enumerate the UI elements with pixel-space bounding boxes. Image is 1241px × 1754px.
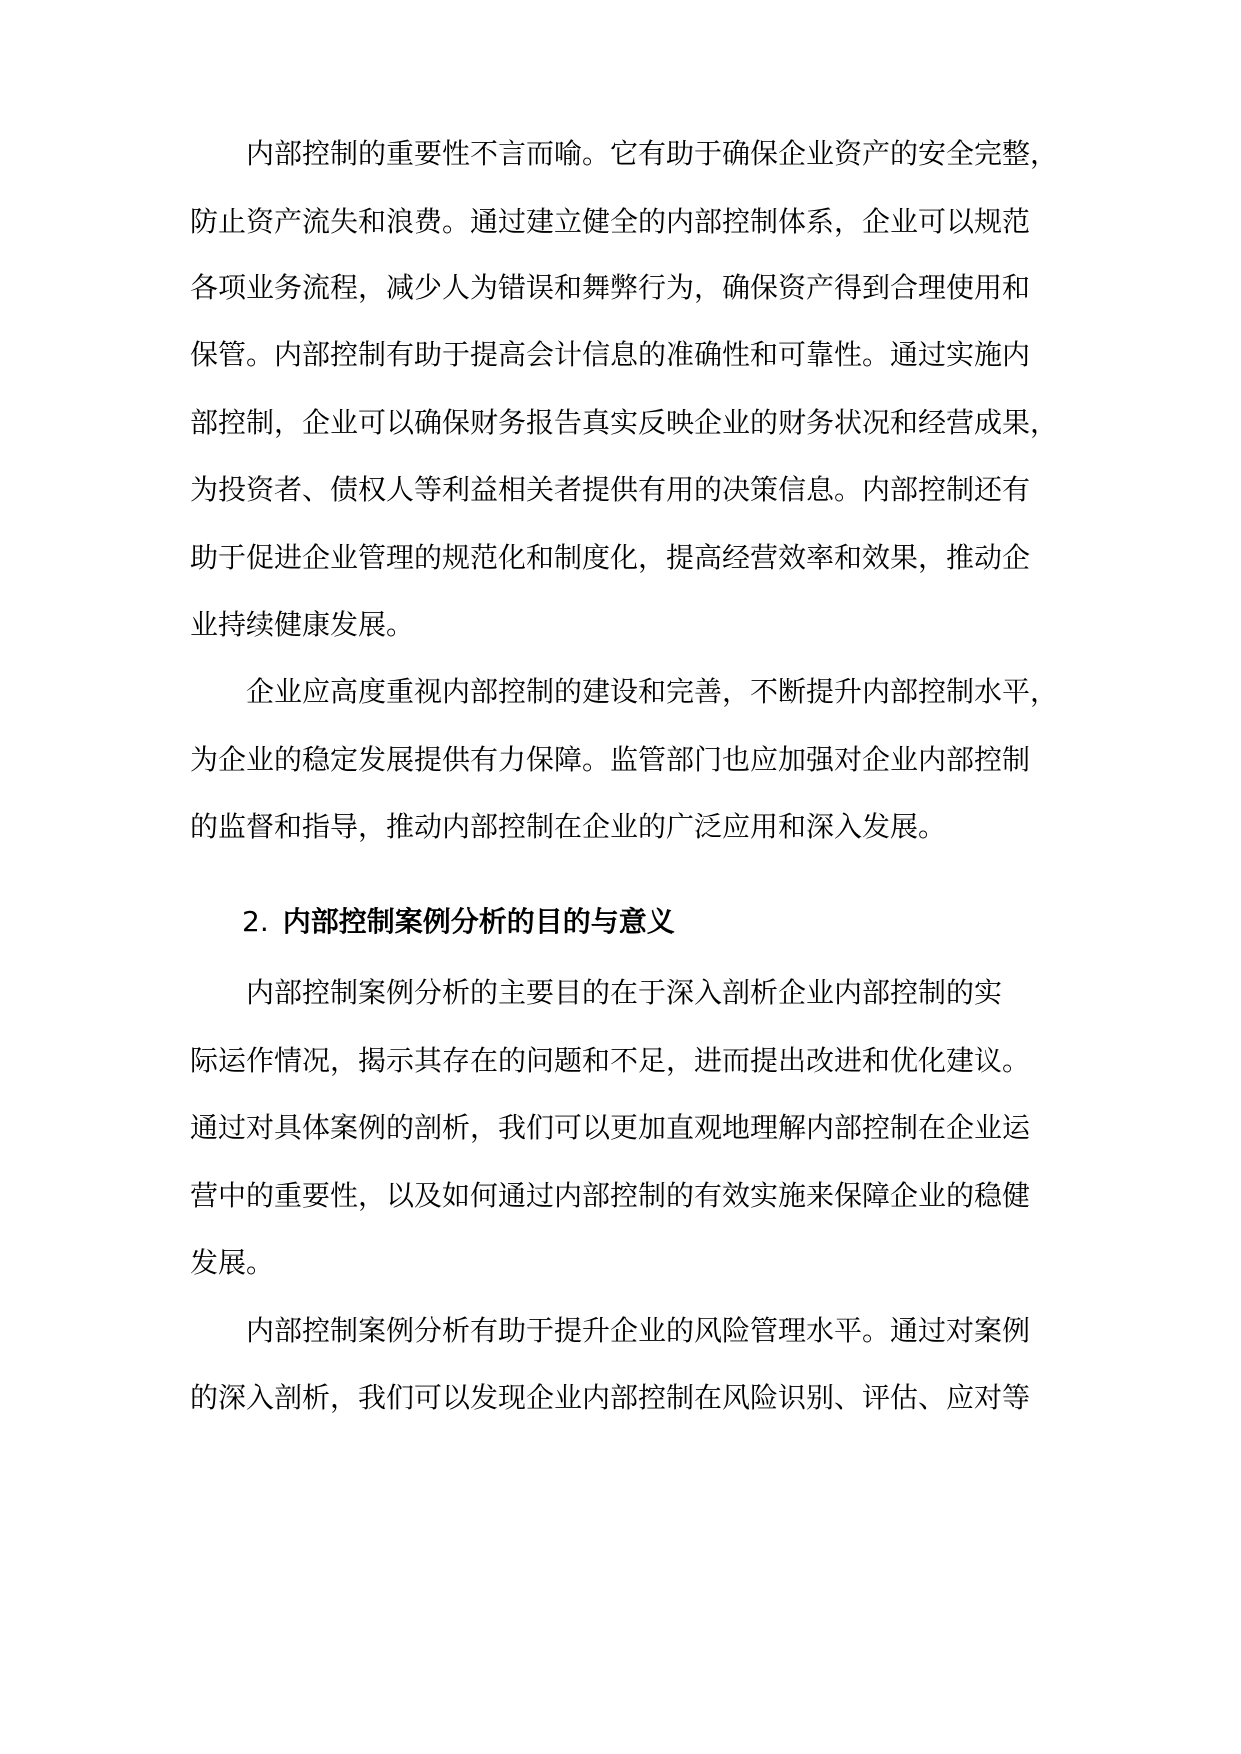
text-line: 内部控制案例分析的主要目的在于深入剖析企业内部控制的实 (246, 976, 1003, 1009)
section-heading (242, 902, 675, 942)
text-line: 业持续健康发展。 (190, 608, 415, 641)
text-line: 保管。内部控制有助于提高会计信息的准确性和可靠性。通过实施内 (190, 338, 1031, 371)
text-line: 各项业务流程，减少人为错误和舞弊行为，确保资产得到合理使用和 (190, 271, 1031, 304)
text-line: 内部控制的重要性不言而喻。它有助于确保企业资产的安全完整， (246, 137, 1059, 170)
text-line: 发展。 (190, 1246, 275, 1279)
text-line: 营中的重要性，以及如何通过内部控制的有效实施来保障企业的稳健 (190, 1179, 1031, 1212)
text-line: 为企业的稳定发展提供有力保障。监管部门也应加强对企业内部控制 (190, 743, 1031, 776)
text-line: 内部控制案例分析有助于提升企业的风险管理水平。通过对案例 (246, 1314, 1031, 1347)
text-line: 防止资产流失和浪费。通过建立健全的内部控制体系，企业可以规范 (190, 205, 1031, 238)
text-line: 际运作情况，揭示其存在的问题和不足，进而提出改进和优化建议。 (190, 1044, 1031, 1077)
text-line: 部控制，企业可以确保财务报告真实反映企业的财务状况和经营成果， (190, 406, 1059, 439)
text-line: 的深入剖析，我们可以发现企业内部控制在风险识别、评估、应对等 (190, 1381, 1031, 1414)
section-title: 内部控制案例分析的目的与意义 (282, 905, 675, 938)
section-number: 2. (242, 905, 269, 938)
text-line: 的监督和指导，推动内部控制在企业的广泛应用和深入发展。 (190, 810, 947, 843)
text-line: 通过对具体案例的剖析，我们可以更加直观地理解内部控制在企业运 (190, 1111, 1031, 1144)
text-line: 助于促进企业管理的规范化和制度化，提高经营效率和效果，推动企 (190, 541, 1031, 574)
text-line: 为投资者、债权人等利益相关者提供有用的决策信息。内部控制还有 (190, 473, 1031, 506)
text-line: 企业应高度重视内部控制的建设和完善，不断提升内部控制水平， (246, 675, 1059, 708)
